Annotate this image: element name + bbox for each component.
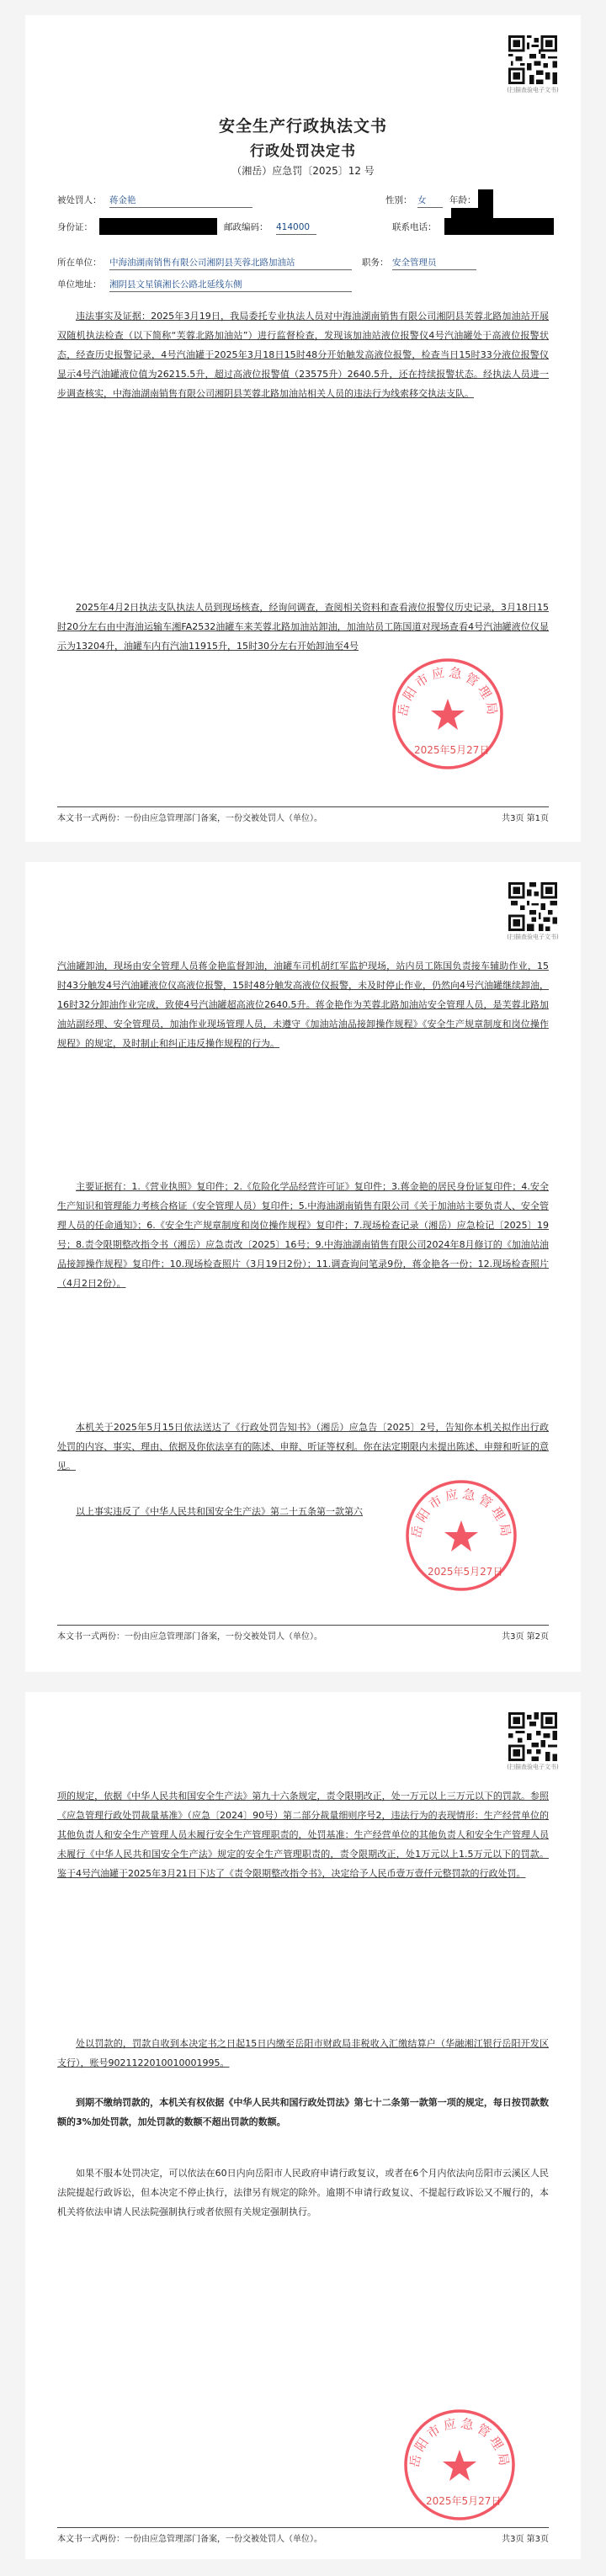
evidence-paragraph: 主要证据有：1.《营业执照》复印件；2.《危险化学品经营许可证》复印件；3.蒋金艳的居民身份证复印件；4.安全生产知识和管理能力考核合格证（安全管理人员）复印件；5.中海油湖南销售有限公司《关于加油站主要负责人、安全管理人员的任命通知》；6.《安全生产规章制度和岗位操作规程》复印件；7.现场检查记录（湘岳）应急检记〔2025〕19号；8.责令限期整改指令书（湘岳）应急责改〔2025〕16号；9.中海油湖南销售有限公司2024年8月修订的《加油站油品接卸操作规程》复印件；10.现场检查照片（3月19日2份）；11.调查询问笔录9份，蒋金艳各一份；12.现场检查照片（4月2日2份）。 bbox=[57, 1181, 549, 1289]
late-penalty-paragraph: 到期不缴纳罚款的，本机关有权依据《中华人民共和国行政处罚法》第七十二条第一款第一项的规定，每日按罚款数额的3%加处罚款，加处罚款的数额不超出罚款的数额。 bbox=[57, 2097, 549, 2127]
gender-value: 女 bbox=[417, 194, 443, 208]
appeal-rights-paragraph: 如果不服本处罚决定，可以依法在60日内向岳阳市人民政府申请行政复议，或者在6个月内依法向岳阳市云溪区人民法院提起行政诉讼，但本决定不停止执行，法律另有规定的除外。逾期不申请行政复议、不提起行政诉讼又不履行的，本机关将依法申请人民法院强制执行或者依照有关规定强制执行。 bbox=[57, 2168, 549, 2217]
violation-facts-paragraph: 违法事实及证据：2025年3月19日，我局委托专业执法人员对中海油湖南销售有限公司湘阴县芙蓉北路加油站开展双随机执法检查（以下简称“芙蓉北路加油站”）进行监督检查，发现该加油站液位报警仪4号汽油罐处于高液位报警状态，经查历史报警记录，4号汽油罐于2025年3月18日15时48分开始触发高液位报警，检查当日15时33分液位报警仪显示4号汽油罐液位值为26215.5升，超过高液位报警值（23575升）2640.5升，还在持续报警状态。经执法人员进一步调查核实，中海油湖南销售有限公司湘阴县芙蓉北路加油站相关人员的违法行为线索移交执法支队。 bbox=[57, 311, 549, 399]
document-page-2 bbox=[25, 862, 581, 1672]
redaction-block bbox=[99, 218, 217, 235]
footer-note: 本文书一式两份：一份由应急管理部门备案，一份交被处罚人（单位）。 bbox=[57, 2535, 322, 2544]
svg-text:岳阳市应急管理局: 岳阳市应急管理局 bbox=[407, 2415, 513, 2471]
unit-row bbox=[57, 256, 549, 269]
postal-label: 邮政编码： bbox=[224, 222, 268, 232]
party-label: 被处罚人： bbox=[57, 195, 102, 205]
footer-note: 本文书一式两份：一份由应急管理部门备案，一份交被处罚人（单位）。 bbox=[57, 1632, 322, 1642]
seal-date: 2025年5月27日 bbox=[428, 1566, 503, 1578]
svg-text:岳阳市应急管理局: 岳阳市应急管理局 bbox=[408, 1486, 514, 1541]
age-label: 年龄： bbox=[449, 195, 476, 205]
gender-label: 性别： bbox=[385, 195, 412, 205]
seal-date: 2025年5月27日 bbox=[414, 744, 490, 756]
address-value: 湘阴县文星镇湘长公路北延线东侧 bbox=[109, 278, 352, 292]
svg-text:岳阳市应急管理局: 岳阳市应急管理局 bbox=[395, 664, 501, 720]
redaction-block bbox=[451, 208, 493, 218]
document-subtitle: 行政处罚决定书 bbox=[250, 143, 356, 160]
address-label: 单位地址： bbox=[57, 279, 102, 290]
document-page-3 bbox=[25, 1692, 581, 2559]
redaction-block bbox=[444, 218, 554, 235]
qr-code-icon bbox=[508, 1712, 557, 1761]
seal-date: 2025年5月27日 bbox=[426, 2495, 502, 2507]
investigation-paragraph: 2025年4月2日执法支队执法人员到现场核查，经询问调查，查阅相关资料和查看液位报警仪历史记录，3月18日15时20分左右由中海油运输车湘FA2532油罐车来芙蓉北路加油站卸油，加油站员工陈国道对现场查看4号汽油罐液位仪显示为13204升，油罐车内有汽油11915升，15时30分左右开始卸油至4号 bbox=[57, 602, 549, 652]
facts-continued-paragraph: 汽油罐卸油，现场由安全管理人员蒋金艳监督卸油，油罐车司机胡红军监护现场，站内员工陈国负责接车辅助作业，15时43分触发4号汽油罐液位仪高液位报警，15时48分触发高液位仪报警，未及时停止作业，仍然向4号汽油罐继续卸油，16时32分卸油作业完成，致使4号汽油罐超高液位2640.5升。蒋金艳作为芙蓉北路加油站安全管理人员，是芙蓉北路加油站副经理、安全管理员，加油作业现场管理人员，未遵守《加油站油品接卸操作规程》《安全生产规章制度和岗位操作规程》的规定，及时制止和纠正违反操作规程的行为。 bbox=[57, 961, 549, 1049]
qr-caption: (扫描查验电子文书) bbox=[507, 1764, 559, 1770]
phone-label: 联系电话： bbox=[392, 222, 437, 232]
qr-caption: (扫描查验电子文书) bbox=[507, 934, 559, 940]
payment-paragraph: 处以罚款的，罚款自收到本决定书之日起15日内缴至岳阳市财政局非税收入汇缴结算户（华融湘江银行岳阳开发区支行），账号9021122010010001995。 bbox=[57, 2038, 549, 2068]
address-row bbox=[57, 278, 549, 291]
page-footer bbox=[57, 2527, 549, 2544]
document-page-1 bbox=[25, 15, 581, 842]
legal-basis-paragraph: 项的规定，依据《中华人民共和国安全生产法》第九十六条规定，责令限期改正，处一万元以上三万元以下的罚款。参照《应急管理行政处罚裁量基准》（应急〔2024〕90号）第二部分裁量细则序号2，违法行为的表现情形：生产经营单位的其他负责人和安全生产管理人员未履行安全生产管理职责的，处罚基准：生产经营单位的其他负责人和安全生产管理人员未履行《中华人民共和国安全生产法》规定的安全生产管理职责的，责令限期改正，处1万元以上1.5万元以下的罚款。鉴于4号汽油罐于2025年3月21日下达了《责令限期整改指令书》，决定给予人民币壹万壹仟元整罚款的行政处罚。 bbox=[57, 1791, 549, 1879]
qr-caption: (扫描查验电子文书) bbox=[507, 87, 559, 93]
page-number: 共3页 第2页 bbox=[502, 1632, 549, 1642]
page-footer bbox=[57, 1625, 549, 1642]
document-title: 安全生产行政执法文书 bbox=[218, 117, 387, 136]
qr-code-icon bbox=[508, 35, 557, 84]
violation-statement: 以上事实违反了《中华人民共和国安全生产法》第二十五条第一款第六 bbox=[76, 1506, 363, 1517]
document-number: （湘岳）应急罚〔2025〕12 号 bbox=[231, 165, 375, 177]
postal-value: 414000 bbox=[276, 221, 316, 235]
qr-code-icon bbox=[508, 882, 557, 931]
duty-label: 职务： bbox=[362, 258, 389, 268]
notice-paragraph: 本机关于2025年5月15日依法送达了《行政处罚告知书》（湘岳）应急告〔2025〕2号，告知你本机关拟作出行政处罚的内容、事实、理由、依据及你依法享有的陈述、申辩、听证等权利。你在法定期限内未提出陈述、申辩和听证的意见。 bbox=[57, 1422, 549, 1472]
id-label: 身份证： bbox=[57, 222, 93, 232]
page-number: 共3页 第3页 bbox=[502, 2535, 549, 2544]
party-value: 蒋金艳 bbox=[109, 194, 252, 208]
page-number: 共3页 第1页 bbox=[502, 814, 549, 823]
page-footer bbox=[57, 806, 549, 823]
unit-value: 中海油湖南销售有限公司湘阴县芙蓉北路加油站 bbox=[109, 256, 352, 270]
unit-label: 所在单位： bbox=[57, 258, 102, 268]
footer-note: 本文书一式两份：一份由应急管理部门备案，一份交被处罚人（单位）。 bbox=[57, 814, 322, 823]
party-row bbox=[57, 194, 549, 207]
duty-value: 安全管理员 bbox=[392, 256, 476, 270]
redaction-block bbox=[478, 189, 493, 208]
